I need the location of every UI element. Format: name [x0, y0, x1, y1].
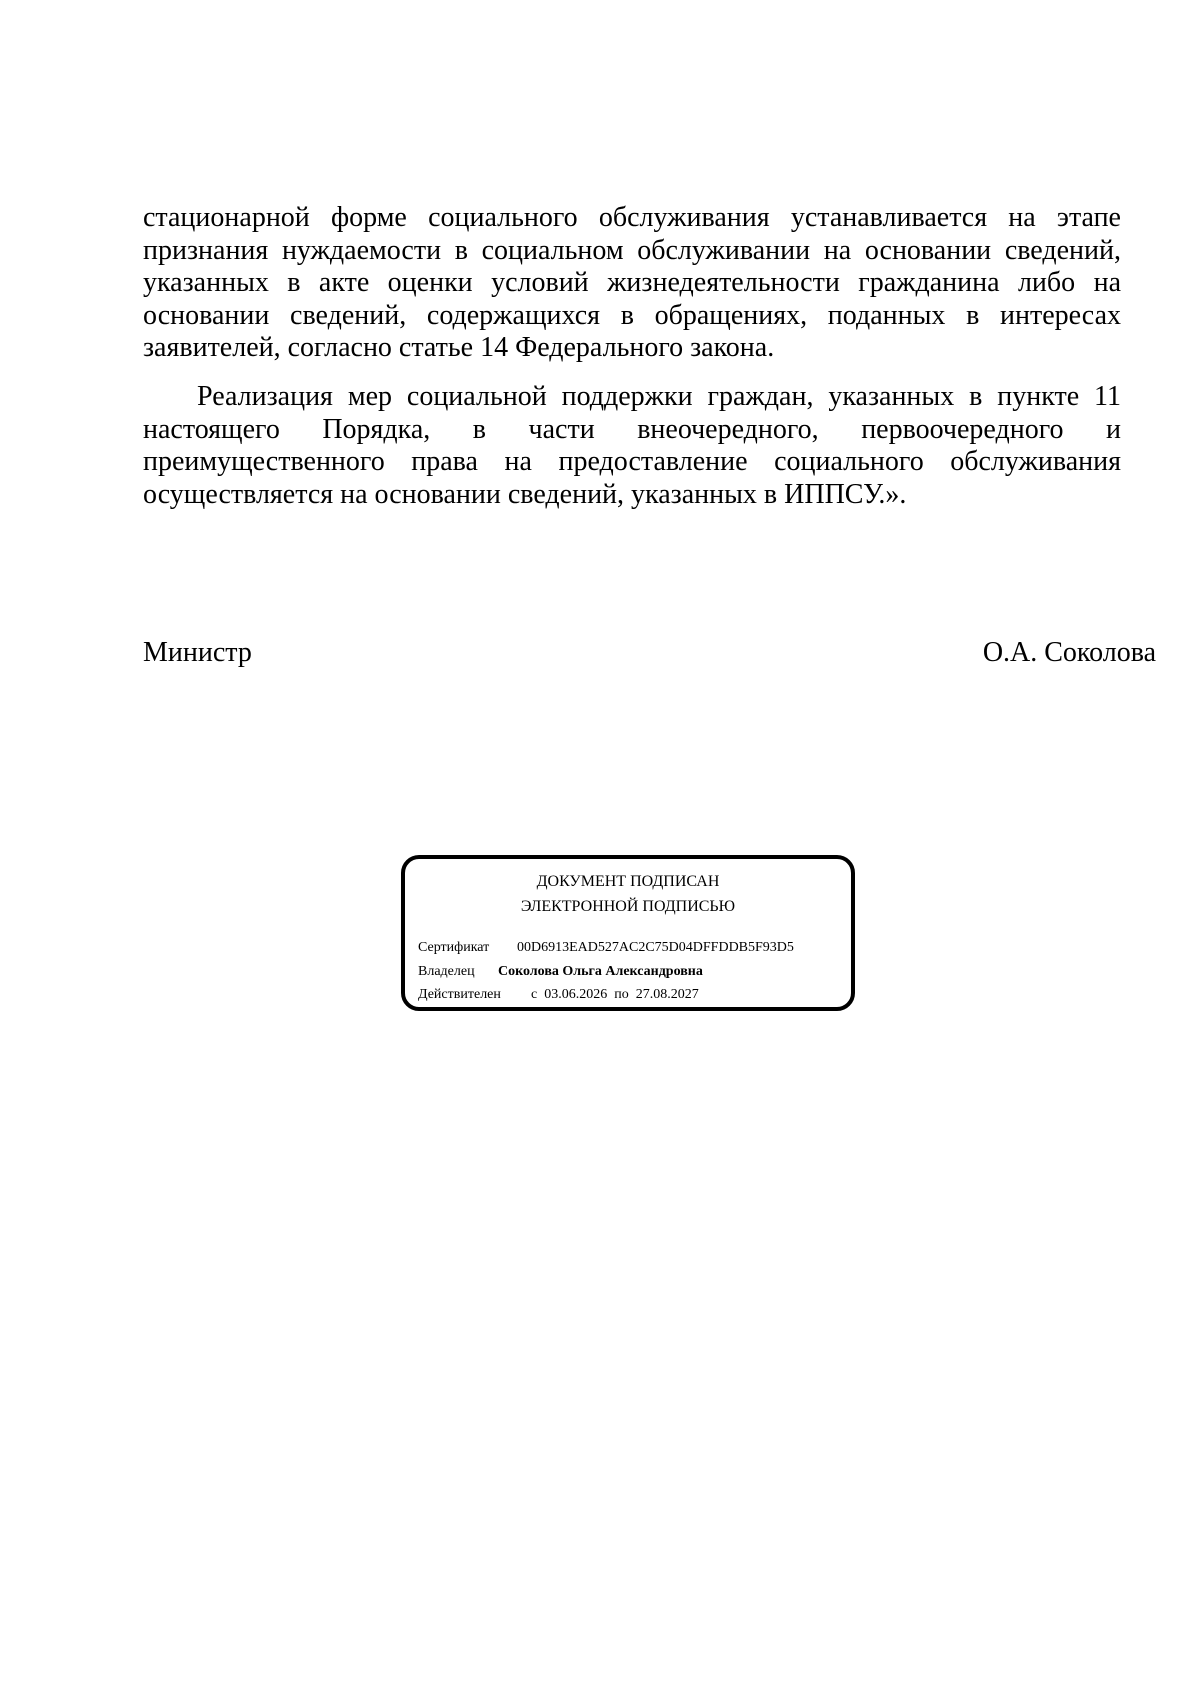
- stamp-validity-row: [418, 986, 699, 1004]
- stamp-header-line-2: ЭЛЕКТРОННОЙ ПОДПИСЬЮ: [520, 898, 736, 915]
- stamp-header-line-1: ДОКУМЕНТ ПОДПИСАН: [536, 873, 720, 890]
- stamp-header: [405, 869, 851, 919]
- valid-from-prefix: с: [531, 987, 538, 1002]
- valid-to-date: 27.08.2027: [635, 987, 699, 1002]
- electronic-signature-stamp: [401, 855, 855, 1011]
- stamp-owner-row: [418, 963, 703, 981]
- owner-value: Соколова Ольга Александровна: [498, 964, 703, 979]
- owner-label: Владелец: [418, 964, 475, 979]
- signatory-name: О.А. Соколова: [982, 637, 1156, 668]
- paragraph-measures: Реализация мер социальной поддержки граждан, указанных в пункте 11 настоящего Порядка, в части внеочередного, первоочередного и преимущественного права на предоставление социального обслуживания осуществляется на основании сведений, указанных в ИППСУ.».: [143, 381, 1121, 510]
- valid-to-prefix: по: [614, 987, 629, 1002]
- valid-from-date: 03.06.2026: [544, 987, 608, 1002]
- certificate-value: 00D6913EAD527AC2C75D04DFFDDB5F93D5: [517, 940, 794, 955]
- paragraph-continuation: стационарной форме социального обслуживания устанавливается на этапе признания нуждаемости в социальном обслуживании на основании сведений, указанных в акте оценки условий жизнедеятельности гражданина либо на основании сведений, содержащихся в обращениях, поданных в интересах заявителей, согласно статье 14 Федерального закона.: [143, 202, 1121, 363]
- stamp-certificate-row: [418, 939, 794, 957]
- signatory-title: Министр: [143, 637, 252, 668]
- valid-label: Действителен: [418, 987, 501, 1002]
- certificate-label: Сертификат: [418, 940, 490, 955]
